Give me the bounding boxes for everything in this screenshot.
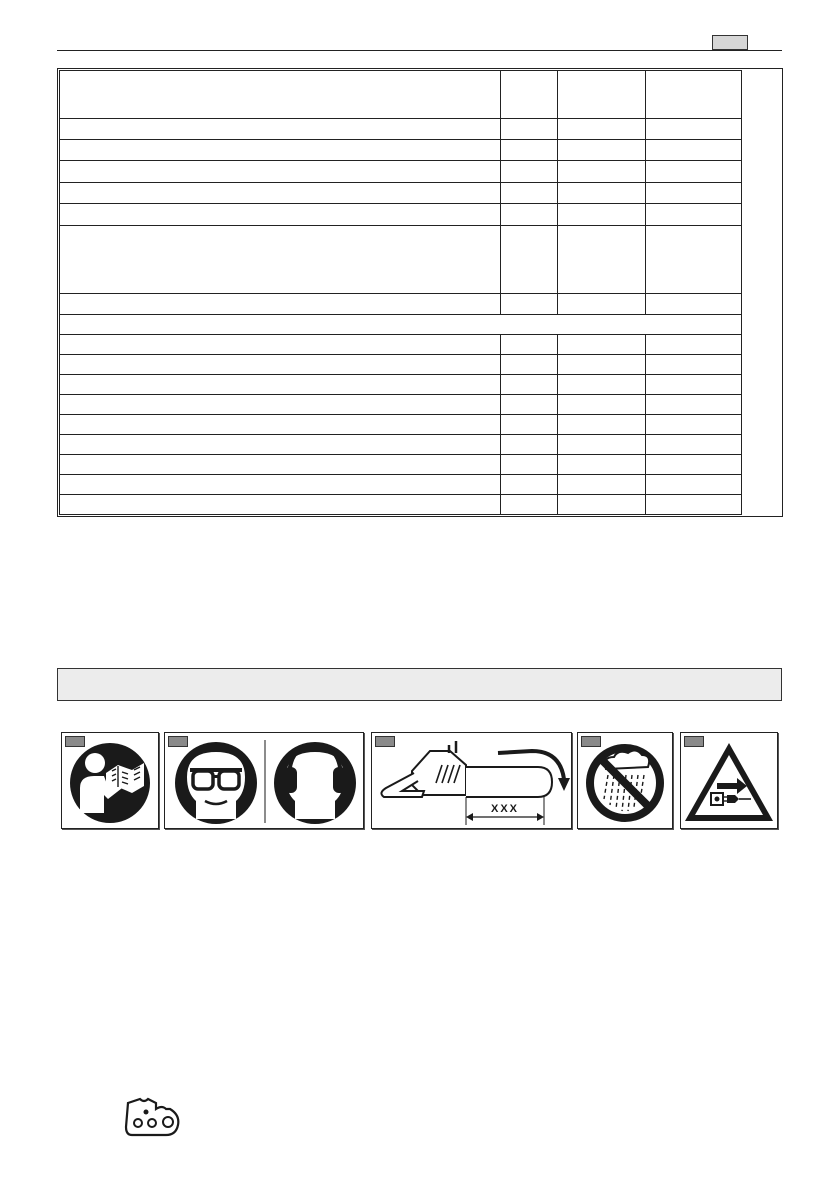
cell — [646, 335, 742, 355]
cell — [558, 495, 646, 515]
cell — [646, 119, 742, 140]
cell — [501, 475, 558, 495]
spec-table — [59, 70, 742, 515]
row-label — [60, 294, 501, 315]
table-row — [60, 226, 742, 294]
table-subheading-row — [60, 315, 742, 335]
cell — [558, 435, 646, 455]
cell — [646, 435, 742, 455]
bar-length-label: XXX — [490, 803, 520, 815]
cell — [501, 335, 558, 355]
table-row — [60, 183, 742, 204]
cell — [646, 375, 742, 395]
row-label — [60, 204, 501, 226]
row-label — [60, 475, 501, 495]
cell — [501, 161, 558, 183]
cell — [501, 226, 558, 294]
row-label — [60, 119, 501, 140]
row-label — [60, 355, 501, 375]
table-row — [60, 395, 742, 415]
cell — [646, 495, 742, 515]
cell — [558, 415, 646, 435]
row-label — [60, 495, 501, 515]
row-label — [60, 455, 501, 475]
cell — [558, 294, 646, 315]
cell — [501, 415, 558, 435]
row-label — [60, 226, 501, 294]
sign-panel-eye-ear-protection — [164, 732, 364, 829]
cell — [558, 335, 646, 355]
row-label — [60, 335, 501, 355]
row-label — [60, 161, 501, 183]
cell — [558, 475, 646, 495]
cell — [558, 455, 646, 475]
cell — [558, 204, 646, 226]
row-label — [60, 415, 501, 435]
cell — [558, 161, 646, 183]
table-row — [60, 140, 742, 161]
cell — [501, 355, 558, 375]
sign-panel-read-manual — [61, 732, 159, 829]
row-label — [60, 375, 501, 395]
column-header — [501, 71, 558, 119]
table-row — [60, 355, 742, 375]
cell — [558, 395, 646, 415]
table-header-row — [60, 71, 742, 119]
cell — [646, 395, 742, 415]
no-rain-icon — [578, 733, 672, 828]
cell — [501, 204, 558, 226]
cell — [501, 119, 558, 140]
language-tab — [712, 35, 748, 50]
row-label — [60, 140, 501, 161]
cell — [558, 355, 646, 375]
cell — [646, 204, 742, 226]
symbols-section-heading — [57, 668, 782, 701]
table-subheading — [60, 315, 742, 335]
cell — [558, 140, 646, 161]
sign-panel-chainsaw-bar-length — [371, 732, 572, 829]
table-row — [60, 335, 742, 355]
row-label — [60, 395, 501, 415]
eye-ear-protection-icon — [165, 733, 363, 828]
cell — [501, 455, 558, 475]
table-row — [60, 204, 742, 226]
sign-panel-no-rain — [577, 732, 673, 829]
cell — [558, 119, 646, 140]
table-row — [60, 495, 742, 515]
cell — [501, 435, 558, 455]
cell — [646, 183, 742, 204]
sign-panel-unplug-warning — [680, 732, 778, 829]
unplug-warning-icon — [681, 733, 777, 828]
table-row — [60, 475, 742, 495]
chainsaw-bar-length-icon — [372, 733, 571, 828]
read-manual-icon — [62, 733, 158, 828]
cell — [646, 355, 742, 375]
cell — [558, 375, 646, 395]
cell — [558, 226, 646, 294]
table-row — [60, 455, 742, 475]
cell — [501, 294, 558, 315]
table-row — [60, 119, 742, 140]
row-label — [60, 183, 501, 204]
cell — [501, 183, 558, 204]
cell — [501, 495, 558, 515]
table-row — [60, 161, 742, 183]
column-header — [60, 71, 501, 119]
table-row — [60, 415, 742, 435]
cell — [501, 140, 558, 161]
column-header — [558, 71, 646, 119]
cell — [646, 226, 742, 294]
cell — [501, 375, 558, 395]
saw-chain-icon — [122, 1095, 186, 1143]
cell — [646, 140, 742, 161]
cell — [646, 415, 742, 435]
cell — [646, 455, 742, 475]
cell — [646, 294, 742, 315]
cell — [558, 183, 646, 204]
table-row — [60, 435, 742, 455]
row-label — [60, 435, 501, 455]
cell — [646, 161, 742, 183]
table-row — [60, 375, 742, 395]
cell — [646, 475, 742, 495]
header-rule — [57, 50, 782, 51]
cell — [501, 395, 558, 415]
column-header — [646, 71, 742, 119]
table-row — [60, 294, 742, 315]
